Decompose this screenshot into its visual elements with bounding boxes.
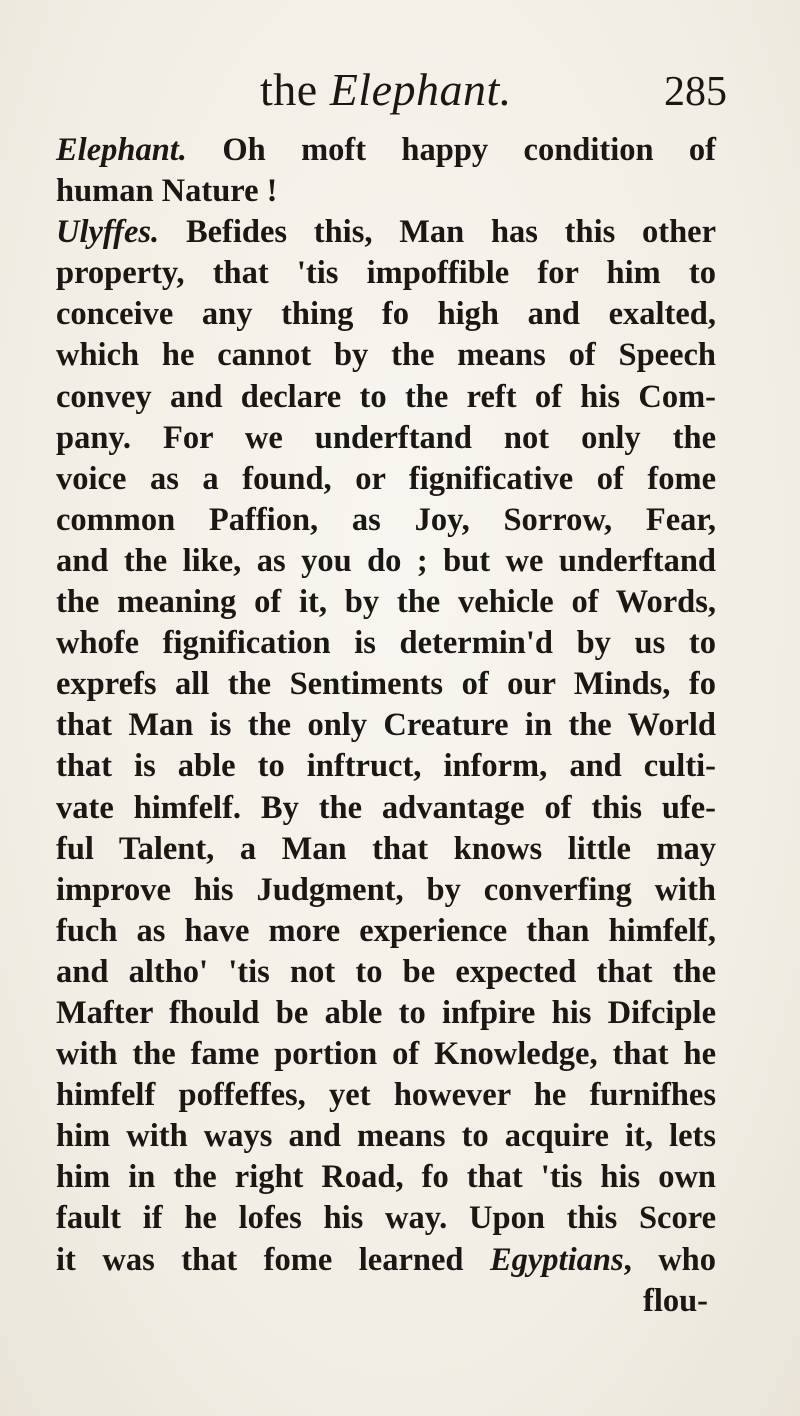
- text-line: exprefs all the Sentiments of our Minds, fo: [56, 666, 716, 703]
- catchword: flou-: [643, 1282, 708, 1319]
- text-line: Mafter fhould be able to infpire his Difciple: [56, 994, 716, 1031]
- text-line: with the fame portion of Knowledge, that he: [56, 1036, 716, 1073]
- text-line: and the like, as you do ; but we underftand: [56, 542, 716, 579]
- text-line: himfelf poffeffes, yet however he furnifhes: [56, 1077, 716, 1114]
- text-line: that Man is the only Creature in the World: [56, 707, 716, 744]
- text-line: ful Talent, a Man that knows little may: [56, 830, 716, 867]
- text-line: common Paffion, as Joy, Sorrow, Fear,: [56, 501, 716, 538]
- text-line: improve his Judgment, by converfing with: [56, 871, 716, 908]
- text-line: Elephant. Oh moft happy condition of: [56, 132, 717, 168]
- speaker-name: Ulyffes.: [56, 214, 160, 251]
- running-title-word: Elephant.: [329, 64, 512, 115]
- text-line: and altho' 'tis not to be expected that the: [56, 953, 716, 990]
- text-line: property, that 'tis impoffible for him to: [56, 255, 716, 292]
- text-line: conceive any thing fo high and exalted,: [56, 296, 716, 333]
- text-line: it was that fome learned Egyptians, who: [56, 1241, 717, 1278]
- text-line: pany. For we underftand not only the: [56, 419, 716, 456]
- text-line: fault if he lofes his way. Upon this Score: [56, 1200, 716, 1237]
- running-header: [0, 62, 800, 122]
- text-line: human Nature !: [56, 173, 278, 210]
- text-line: the meaning of it, by the vehicle of Words,: [56, 584, 716, 621]
- text-line: vate himfelf. By the advantage of this ufe-: [56, 789, 716, 826]
- text-line: voice as a found, or fignificative of fome: [56, 460, 716, 497]
- text-line: convey and declare to the reft of his Com-: [56, 378, 716, 415]
- italic-word: Egyptians: [489, 1241, 624, 1278]
- text-line: fuch as have more experience than himfelf,: [56, 912, 716, 949]
- text-line: him with ways and means to acquire it, lets: [56, 1118, 716, 1155]
- running-title-article: the: [260, 64, 318, 115]
- text-line: him in the right Road, fo that 'tis his own: [56, 1159, 716, 1196]
- body-text: [56, 130, 716, 1322]
- text-line: whofe fignification is determin'd by us to: [56, 625, 716, 662]
- text-line: that is able to inftruct, inform, and culti-: [56, 748, 716, 785]
- text-line: Ulyffes. Befides this, Man has this other: [56, 214, 716, 251]
- running-title: [260, 62, 512, 118]
- speaker-name: Elephant.: [56, 132, 187, 168]
- page-number: 285: [664, 69, 727, 115]
- text-line: which he cannot by the means of Speech: [56, 337, 716, 374]
